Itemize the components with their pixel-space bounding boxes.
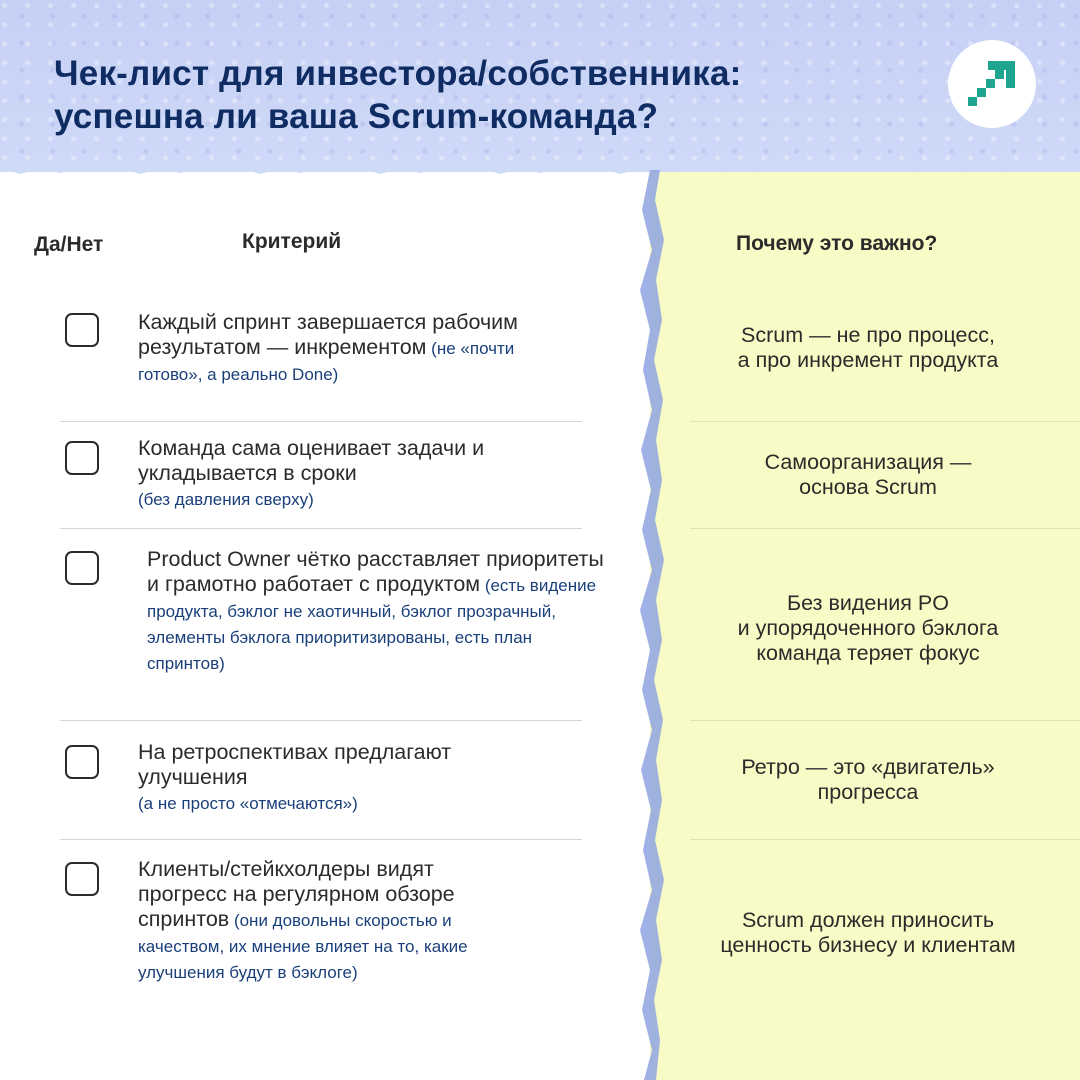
why-line: основа Scrum [799, 475, 937, 499]
column-header-why-important: Почему это важно? [736, 232, 938, 255]
row-divider [60, 528, 582, 529]
criterion-main-text: Клиенты/стейкхолдеры видят прогресс на регулярном обзоре спринтов [138, 857, 455, 931]
criterion-main-text: Product Owner чётко расставляет приоритеты и грамотно работает с продуктом [147, 547, 604, 596]
row-divider [60, 839, 582, 840]
row-divider [690, 528, 1080, 529]
why-line: ценность бизнесу и клиентам [720, 933, 1016, 957]
why-line: Самоорганизация — [764, 450, 972, 474]
row-divider [690, 720, 1080, 721]
why-row-5 [668, 908, 1068, 958]
checkbox-row-3[interactable] [65, 551, 99, 585]
criterion-note: (есть видение продукта, бэклог не хаотичный, бэклог прозрачный, элементы бэклога приоритизированы, есть план спринтов) [147, 576, 597, 673]
page-title [54, 52, 914, 138]
criterion-main-text: Каждый спринт завершается рабочим результатом — инкрементом [138, 310, 518, 359]
criterion-row-3 [147, 547, 607, 676]
why-line: Scrum должен приносить [741, 908, 995, 932]
row-divider [60, 720, 582, 721]
row-divider [690, 839, 1080, 840]
why-row-2 [668, 450, 1068, 500]
criterion-note: (не «почти готово», а реально Done) [138, 339, 515, 384]
row-divider [690, 421, 1080, 422]
criterion-note: (они довольны скоростью и качеством, их мнение влияет на то, какие улучшения будут в бэклоге) [138, 911, 468, 982]
why-line: прогресса [817, 780, 919, 804]
column-header-criterion: Критерий [242, 230, 342, 253]
criterion-note: (без давления сверху) [138, 490, 314, 509]
brand-logo [948, 40, 1036, 128]
checkbox-row-5[interactable] [65, 862, 99, 896]
title-line-2: успешна ли ваша Scrum-команда? [54, 97, 659, 136]
criterion-note: (а не просто «отмечаются») [138, 794, 358, 813]
criterion-main-text: Команда сама оценивает задачи и укладывается в сроки [138, 436, 485, 485]
column-header-yes-no: Да/Нет [34, 233, 104, 256]
why-line: команда теряет фокус [756, 641, 980, 665]
criterion-row-5 [138, 857, 518, 985]
checkbox-row-4[interactable] [65, 745, 99, 779]
why-line: и упорядоченного бэклога [737, 616, 999, 640]
row-divider [60, 421, 582, 422]
why-line: Scrum — не про процесс, [741, 323, 995, 347]
why-line: Без видения PO [787, 591, 949, 615]
title-line-1: Чек-лист для инвестора/собственника: [54, 54, 742, 93]
arrow-up-right-icon [948, 40, 1036, 128]
why-row-1 [668, 323, 1068, 373]
why-row-3 [668, 591, 1068, 666]
why-line: а про инкремент продукта [737, 348, 999, 372]
checkbox-row-1[interactable] [65, 313, 99, 347]
criterion-row-2 [138, 436, 558, 512]
criterion-row-1 [138, 310, 518, 387]
checkbox-row-2[interactable] [65, 441, 99, 475]
torn-paper-divider [630, 170, 670, 1080]
criterion-row-4 [138, 740, 468, 816]
why-line: Ретро — это «двигатель» [741, 755, 995, 779]
why-row-4 [668, 755, 1068, 805]
criterion-main-text: На ретроспективах предлагают улучшения [138, 740, 452, 789]
